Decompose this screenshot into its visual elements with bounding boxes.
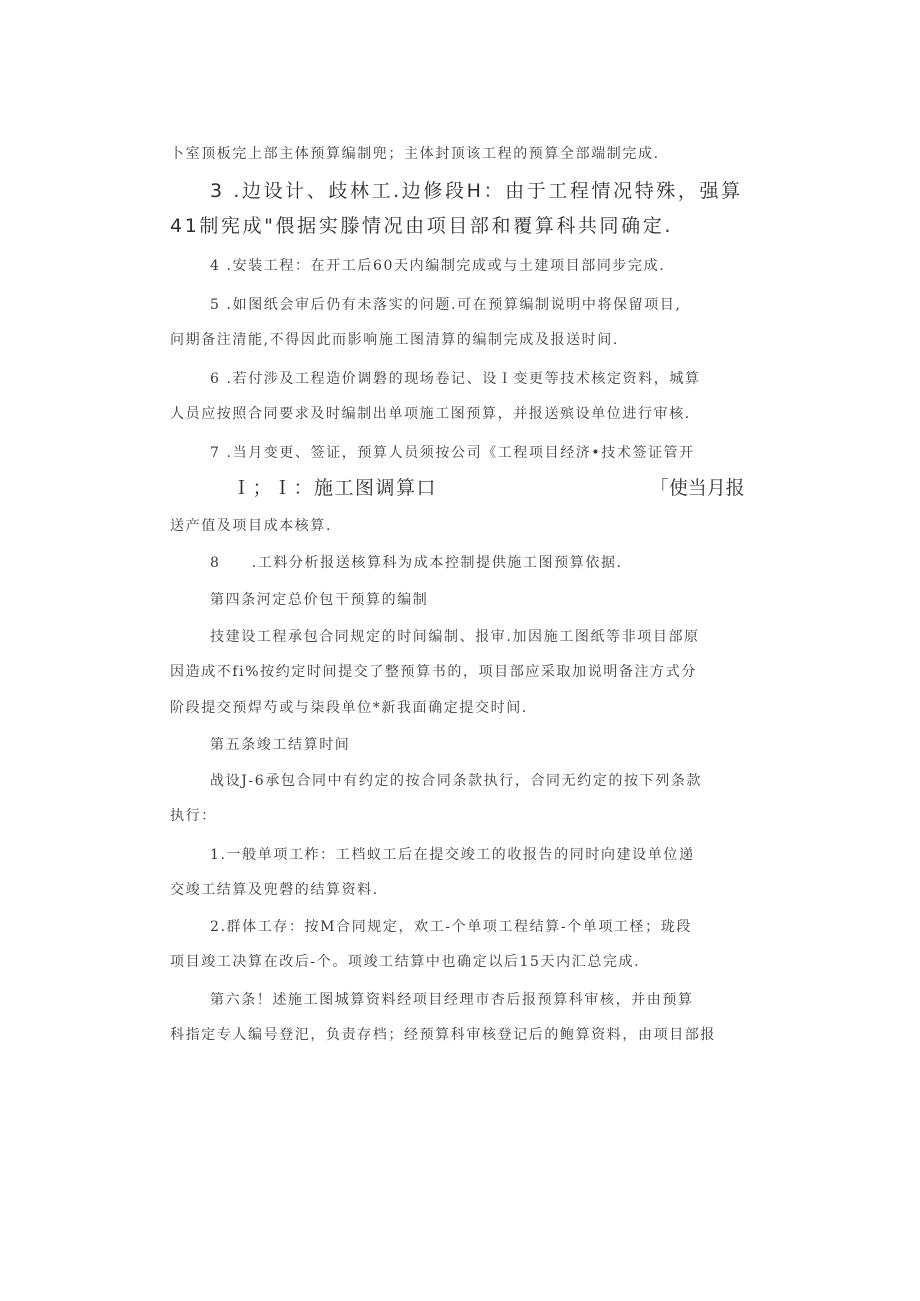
- clause-7: 7 .当月变更、签证，预算人员须按公司《工程项目经济•技术签证管开: [210, 445, 695, 461]
- article-6-heading: 第六条！述施工图城算资料经项目经理市杏后报预算科审核，并由预算: [210, 992, 694, 1008]
- item-2: 2.群体工存：按M合同规定，欢工-个单项工程结算-个单项工柽；珑段: [210, 919, 692, 935]
- clause-5: 5 .如图纸会审后仍有未落实的问题.可在预算编制说明中将保留项目,: [210, 297, 682, 313]
- text-line: 卜室顶板完上部主体预算编制兜；主体封顶该工程的预算全部端制完成.: [170, 146, 660, 162]
- item-1: 1.一般单项工柞：工档蚁工后在提交竣工的收报告的同时向建设单位递: [210, 847, 695, 863]
- text-line: 战设J-6承包合同中有约定的按合同条款执行，合同无约定的按下列条款: [210, 773, 703, 789]
- text-line: 送产值及项目成本核算.: [170, 518, 333, 534]
- text-line: 41制宪成"偎据实滕情况由项目部和覆算科共同确定.: [170, 215, 673, 237]
- clause-8: 8 .工料分析报送核算科为成本控制提供施工图预算依据.: [210, 555, 623, 571]
- text-line: 项目竣工决算在改后-个。项竣工结算中也确定以后15天内汇总完成.: [170, 954, 641, 970]
- text-line: 科指定专人编号登汜，负责存档；经预算科审核登记后的鲍算资料，由项目部报: [170, 1027, 716, 1043]
- text-line: 因造成不fi%按约定时间提交了整预算书的，项目部应采取加说明备注方式分: [170, 664, 697, 680]
- text-line: 人员应按照合同要求及时编制出单项施工图预算，并报送殡设单位进行审核.: [170, 406, 691, 422]
- text-line: 技建设工程承包合同规定的时间编制、报审.加因施工图纸等非项目部原: [210, 629, 700, 645]
- garbled-fragment-left: Ｉ；Ｉ：施工图调算口: [232, 477, 438, 499]
- text-line: 问期备注清能,不得因此而影响施工图清算的编制完成及报送时间.: [170, 332, 619, 348]
- clause-4: 4 .安装工程：在开工后60天内编制完成或与土建项目部同步完成.: [210, 258, 666, 274]
- clause-3-heading: 3 .边设计、歧林工.边修段H：由于工程情况特殊，强算: [210, 180, 743, 202]
- clause-6: 6 .若付涉及工程造价调磐的现场卷记、设Ｉ变更等技术核定资料，城算: [210, 371, 701, 387]
- article-4-heading: 第四条河定总价包干预算的编制: [210, 592, 429, 608]
- text-line: 交竣工结算及兜磬的结算资料.: [170, 882, 379, 898]
- garbled-fragment-right: 「使当月报: [650, 477, 745, 499]
- text-line: 阶段提交预焊芍或与柒段单位*新我面确定提交时间.: [170, 700, 528, 716]
- article-5-heading: 第五条竣工结算时间: [210, 737, 351, 753]
- text-line: 执行：: [170, 808, 217, 824]
